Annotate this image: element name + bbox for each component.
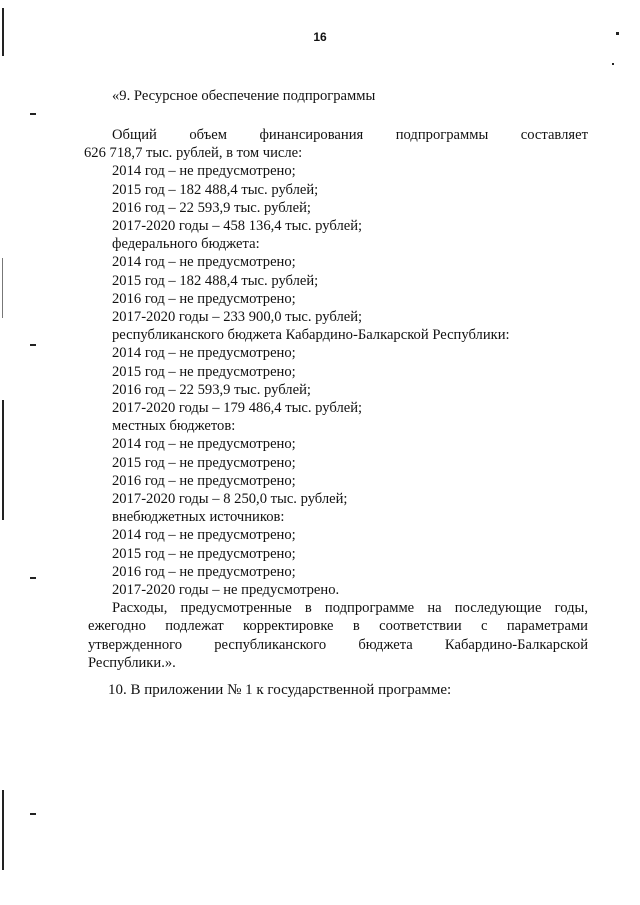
financing-line: 2017-2020 годы – не предусмотрено. [112,582,340,599]
financing-line: 2014 год – не предусмотрено; [112,436,296,453]
financing-lines [88,162,588,599]
financing-line: местных бюджетов: [112,418,236,435]
financing-line: 2015 год – 182 488,4 тыс. рублей; [112,181,319,198]
page-number: 16 [313,30,327,44]
section-title: «9. Ресурсное обеспечение подпрограммы [112,88,376,104]
financing-line: 2014 год – не предусмотрено; [112,163,296,180]
scan-edge-mark [2,400,4,520]
scan-speck [30,344,36,346]
financing-paragraph [84,126,588,672]
financing-line: 2016 год – 22 593,9 тыс. рублей; [112,199,311,216]
financing-line: 2017-2020 годы – 179 486,4 тыс. рублей; [112,400,363,417]
financing-line: республиканского бюджета Кабардино-Балкарской Республики: [112,327,510,344]
financing-line: 2014 год – не предусмотрено; [112,254,296,271]
financing-line: 2016 год – 22 593,9 тыс. рублей; [112,381,311,398]
intro-second-line: 626 718,7 тыс. рублей, в том числе: [84,145,303,162]
financing-line: 2015 год – не предусмотрено; [112,454,296,471]
financing-line: 2016 год – не предусмотрено; [112,290,296,307]
closing-line-3: утвержденного республиканского бюджета Кабардино-Балкарской [88,636,588,653]
scan-speck [616,32,619,35]
financing-line: 2015 год – не предусмотрено; [112,363,296,380]
financing-line: 2016 год – не предусмотрено; [112,563,296,580]
financing-line: 2014 год – не предусмотрено; [112,345,296,362]
financing-line: 2015 год – 182 488,4 тыс. рублей; [112,272,319,289]
financing-line: 2015 год – не предусмотрено; [112,545,296,562]
financing-line: 2017-2020 годы – 233 900,0 тыс. рублей; [112,309,363,326]
intro-first-line: Общий объем финансирования подпрограммы составляет [112,127,588,143]
scan-speck [30,577,36,579]
financing-line: 2017-2020 годы – 8 250,0 тыс. рублей; [112,491,348,508]
closing-line-1: Расходы, предусмотренные в подпрограмме на последующие годы, [112,600,588,617]
financing-line: внебюджетных источников: [112,509,285,526]
scan-edge-mark [2,790,4,870]
scan-speck [30,113,36,115]
financing-line: 2017-2020 годы – 458 136,4 тыс. рублей; [112,218,363,235]
scan-edge-mark [2,258,3,318]
financing-line: 2016 год – не предусмотрено; [112,472,296,489]
scan-edge-mark [2,8,4,56]
financing-line: 2014 год – не предусмотрено; [112,527,296,544]
scan-speck [30,813,36,815]
item-10-heading: 10. В приложении № 1 к государственной программе: [108,682,452,698]
closing-line-4: Республики.». [88,654,176,671]
closing-line-2: ежегодно подлежат корректировке в соответствии с параметрами [88,618,588,635]
financing-line: федерального бюджета: [112,236,260,253]
scan-speck [612,63,614,65]
